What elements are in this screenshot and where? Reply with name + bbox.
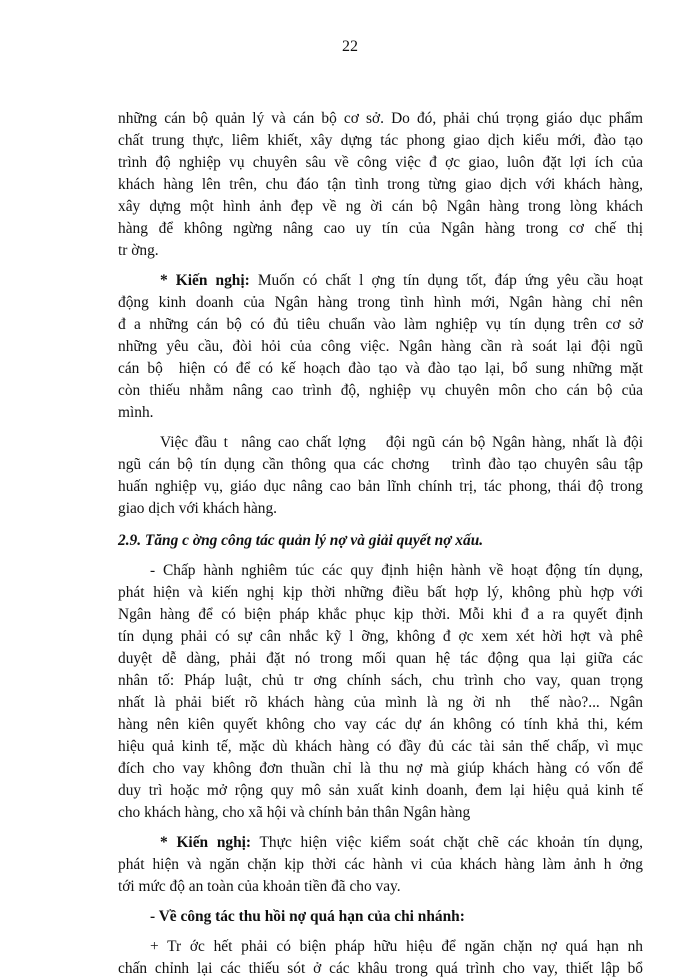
- text-line: phát hiện và kiến nghị kịp thời những điều bất hợp lý, không phù hợp với: [118, 584, 643, 601]
- subheading-debt-recovery: [118, 906, 643, 928]
- text-line: Ngân hàng để có biện pháp khắc phục kịp thời. Mỗi khi đ a ra quyết định: [118, 606, 643, 623]
- text-line: những yêu cầu, đòi hỏi của công việc. Ngân hàng cần rà soát lại đội ngũ: [118, 338, 643, 355]
- paragraph-recommendation-staff: [118, 270, 643, 424]
- text-line: cán bộ hiện có để có kế hoạch đào tạo và đào tạo lại, bổ sung những mặt: [118, 360, 643, 377]
- text-line: duyệt dễ dàng, phải đặt nó trong mối quan hệ tác động qua lại giữa các: [118, 650, 643, 667]
- text-line: trình độ nghiệp vụ chuyên sâu về công việc đ ợc giao, luôn đặt lợi ích của: [118, 154, 643, 171]
- text-line: tín dụng phải có sự cân nhắc kỹ l ỡng, không đ ợc xem xét hời hợt và phê: [118, 628, 643, 645]
- text-line: tr ờng.: [118, 242, 159, 259]
- text-line: ngũ cán bộ tín dụng cần thông qua các chơng trình đào tạo chuyên sâu tập: [118, 456, 643, 473]
- text-line: còn thiếu nhằm nâng cao trình độ, nghiệp vụ chuyên môn cho cán bộ của: [118, 382, 643, 399]
- text-line: [118, 832, 643, 854]
- text-line: động kinh doanh của Ngân hàng trong tình hình mới, Ngân hàng chỉ nên: [118, 294, 643, 311]
- text-line: hàng để không ngừng nâng cao uy tín của Ngân hàng trong cơ chế thị: [118, 220, 643, 237]
- recommendation-label: * Kiến nghị:: [160, 834, 252, 851]
- paragraph-recommendation-control: [118, 832, 643, 898]
- text-line: xây dựng một hình ảnh đẹp về ng ời cán bộ Ngân hàng trong lòng khách: [118, 198, 643, 215]
- text-line: [118, 270, 643, 292]
- page-number: 22: [342, 38, 358, 55]
- text-line: hiệu quả kinh tế, mặc dù khách hàng có đầy đủ các tài sản thế chấp, vì mục: [118, 738, 643, 755]
- subheading: - Về công tác thu hồi nợ quá hạn của chi nhánh:: [150, 908, 465, 925]
- text-line: tới mức độ an toàn của khoản tiền đã cho vay.: [118, 878, 401, 895]
- paragraph-overdue-prevention: [118, 936, 643, 980]
- recommendation-label: * Kiến nghị:: [160, 272, 250, 289]
- paragraph-training-investment: [118, 432, 643, 520]
- paragraph-staff-ethics: [118, 108, 643, 262]
- paragraph-credit-regulations: [118, 560, 643, 824]
- text-line: cho khách hàng, cho xã hội và chính bản thân Ngân hàng: [118, 804, 471, 821]
- text-line: nhất là phải biết rõ khách hàng của mình là ng ời nh thế nào?... Ngân: [118, 694, 643, 711]
- text-segment: Muốn có chất l ợng tín dụng tốt, đáp ứng yêu cầu hoạt: [249, 272, 643, 289]
- section-heading: 2.9. Tăng c ờng công tác quản lý nợ và giải quyết nợ xấu.: [118, 532, 484, 549]
- section-heading-2-9: [118, 530, 643, 552]
- document-body: [118, 108, 643, 980]
- text-line: huấn nghiệp vụ, giáo dục nâng cao bản lĩnh chính trị, tác phong, thái độ trong: [118, 478, 643, 495]
- text-line: hàng nên kiên quyết không cho vay các dự án không có tính khả thi, kém: [118, 716, 643, 733]
- text-segment: Thực hiện việc kiểm soát chặt chẽ các khoản tín dụng,: [251, 834, 643, 851]
- text-line: + Tr ớc hết phải có biện pháp hữu hiệu để ngăn chặn nợ quá hạn nh: [150, 938, 643, 955]
- text-line: chất trung thực, liêm khiết, xây dựng tác phong giao dịch kiểu mới, đào tạo: [118, 132, 643, 149]
- text-line: khách hàng lên trên, chu đáo tận tình trong từng giao dịch với khách hàng,: [118, 176, 643, 193]
- text-line: nhân tố: Pháp luật, chủ tr ơng chính sách, chu trình cho vay, quan trọng: [118, 672, 643, 689]
- text-line: giao dịch với khách hàng.: [118, 500, 278, 517]
- text-line: đích cho vay không đơn thuần chỉ là thu nợ mà giúp khách hàng có vốn để: [118, 760, 643, 777]
- text-line: duy trì hoặc mở rộng quy mô sản xuất kinh doanh, đem lại hiệu quả kinh tế: [118, 782, 643, 799]
- text-line: Việc đầu t nâng cao chất lợng đội ngũ cán bộ Ngân hàng, nhất là đội: [160, 434, 643, 451]
- text-line: chấn chỉnh lại các thiếu sót ở các khâu trong quá trình cho vay, thiết lập bổ: [118, 960, 643, 977]
- text-line: mình.: [118, 404, 154, 421]
- text-line: - Chấp hành nghiêm túc các quy định hiện hành về hoạt động tín dụng,: [150, 562, 643, 579]
- text-line: đ a những cán bộ có đủ tiêu chuẩn vào làm nghiệp vụ tín dụng trên cơ sở: [118, 316, 643, 333]
- text-line: phát hiện và ngăn chặn kịp thời các hành vi của khách hàng làm ảnh h ởng: [118, 856, 643, 873]
- text-line: những cán bộ quản lý và cán bộ cơ sở. Do đó, phải chú trọng giáo dục phẩm: [118, 110, 643, 127]
